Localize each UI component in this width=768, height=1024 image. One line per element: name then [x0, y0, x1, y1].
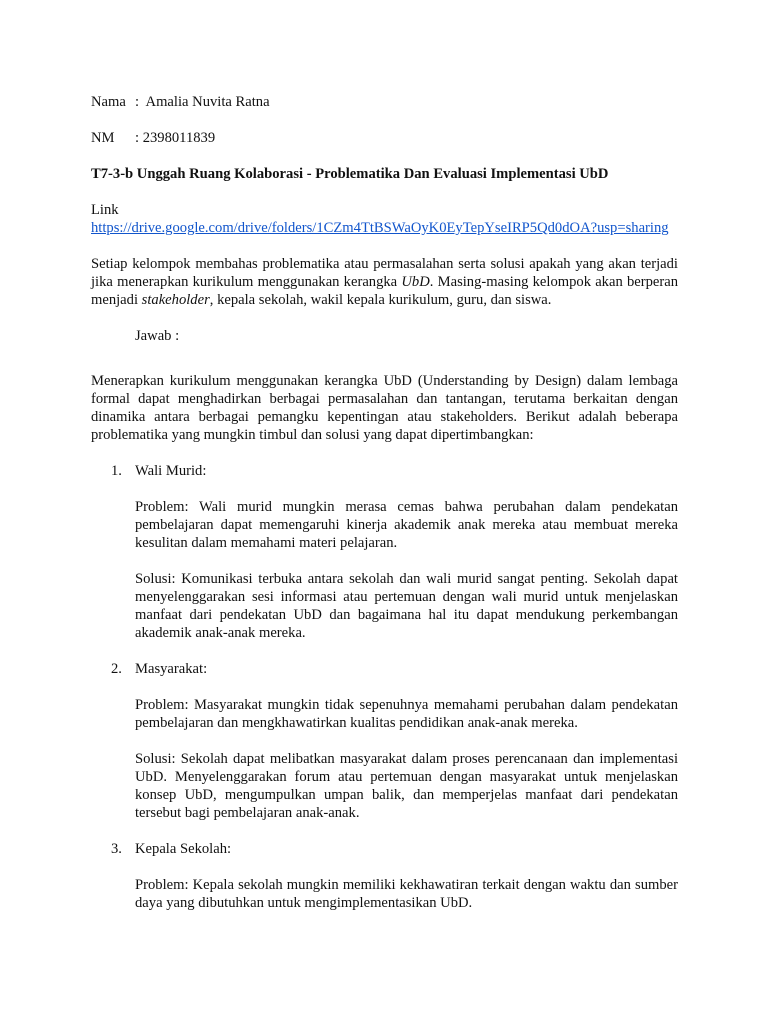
name-field	[91, 93, 678, 111]
name-label: Nama	[91, 94, 126, 110]
prompt-ubd: UbD	[401, 274, 430, 290]
item-heading: Wali Murid:	[135, 463, 207, 479]
nm-label: NM	[91, 130, 115, 146]
item-number: 1.	[111, 463, 122, 479]
item-heading: Masyarakat:	[135, 661, 208, 677]
list-item	[91, 840, 678, 912]
item-number: 2.	[111, 661, 122, 677]
prompt-text-1: Setiap kelompok membahas problematika atau permasalahan serta solusi apakah yang akan terjadi jika menerapkan kurikulum menggunakan kerangka	[91, 256, 678, 290]
assignment-prompt	[91, 255, 678, 309]
nm-field	[91, 129, 678, 147]
nm-value: : 2398011839	[135, 130, 216, 146]
list-item	[91, 462, 678, 642]
drive-link[interactable]: https://drive.google.com/drive/folders/1CZm4TtBSWaOyK0EyTepYseIRP5Qd0dOA?usp=sharing	[91, 220, 669, 236]
link-label: Link	[91, 202, 119, 218]
prompt-stakeholder: stakeholder	[141, 292, 210, 308]
item-solusi: Solusi: Sekolah dapat melibatkan masyarakat dalam proses perencanaan dan implementasi UbD. Menyelenggarakan forum atau pertemuan dengan masyarakat untuk menjelaskan konsep UbD, mengumpulkan umpan balik, dan memperjelas manfaat dari pendekatan tersebut bagi pembelajaran anak-anak.	[135, 751, 678, 821]
document-title: T7-3-b Unggah Ruang Kolaborasi - Problematika Dan Evaluasi Implementasi UbD	[91, 166, 609, 182]
list-item	[91, 660, 678, 822]
link-block	[91, 201, 678, 237]
item-heading: Kepala Sekolah:	[135, 841, 232, 857]
item-problem: Problem: Wali murid mungkin merasa cemas bahwa perubahan dalam pendekatan pembelajaran dapat memengaruhi kinerja akademik anak mereka atau membuat mereka kesulitan dalam memahami materi pelajaran.	[135, 499, 678, 551]
jawab-label: Jawab :	[135, 328, 180, 344]
intro-paragraph: Menerapkan kurikulum menggunakan kerangka UbD (Understanding by Design) dalam lembaga formal dapat menghadirkan berbagai permasalahan dan tantangan, terutama berkaitan dengan dinamika antara berbagai pemangku kepentingan atau stakeholders. Berikut adalah beberapa problematika yang mungkin timbul dan solusi yang dapat dipertimbangkan:	[91, 373, 678, 443]
prompt-text-2: . Masing-masing kelompok akan berperan menjadi	[91, 274, 678, 308]
document-page	[91, 93, 678, 912]
item-solusi: Solusi: Komunikasi terbuka antara sekolah dan wali murid sangat penting. Sekolah dapat menyelenggarakan sesi informasi atau pertemuan dengan wali murid untuk menjelaskan manfaat dari pendekatan UbD dan bagaimana hal itu dapat mendukung perkembangan akademik anak-anak mereka.	[135, 571, 678, 641]
item-number: 3.	[111, 841, 122, 857]
item-problem: Problem: Kepala sekolah mungkin memiliki kekhawatiran terkait dengan waktu dan sumber daya yang dibutuhkan untuk mengimplementasikan UbD.	[135, 877, 678, 911]
stakeholder-list	[91, 462, 678, 912]
item-problem: Problem: Masyarakat mungkin tidak sepenuhnya memahami perubahan dalam pendekatan pembelajaran dan mengkhawatirkan kualitas pendidikan anak-anak mereka.	[135, 697, 678, 731]
name-value: : Amalia Nuvita Ratna	[135, 94, 270, 110]
prompt-text-3: , kepala sekolah, wakil kepala kurikulum, guru, dan siswa.	[209, 292, 552, 308]
